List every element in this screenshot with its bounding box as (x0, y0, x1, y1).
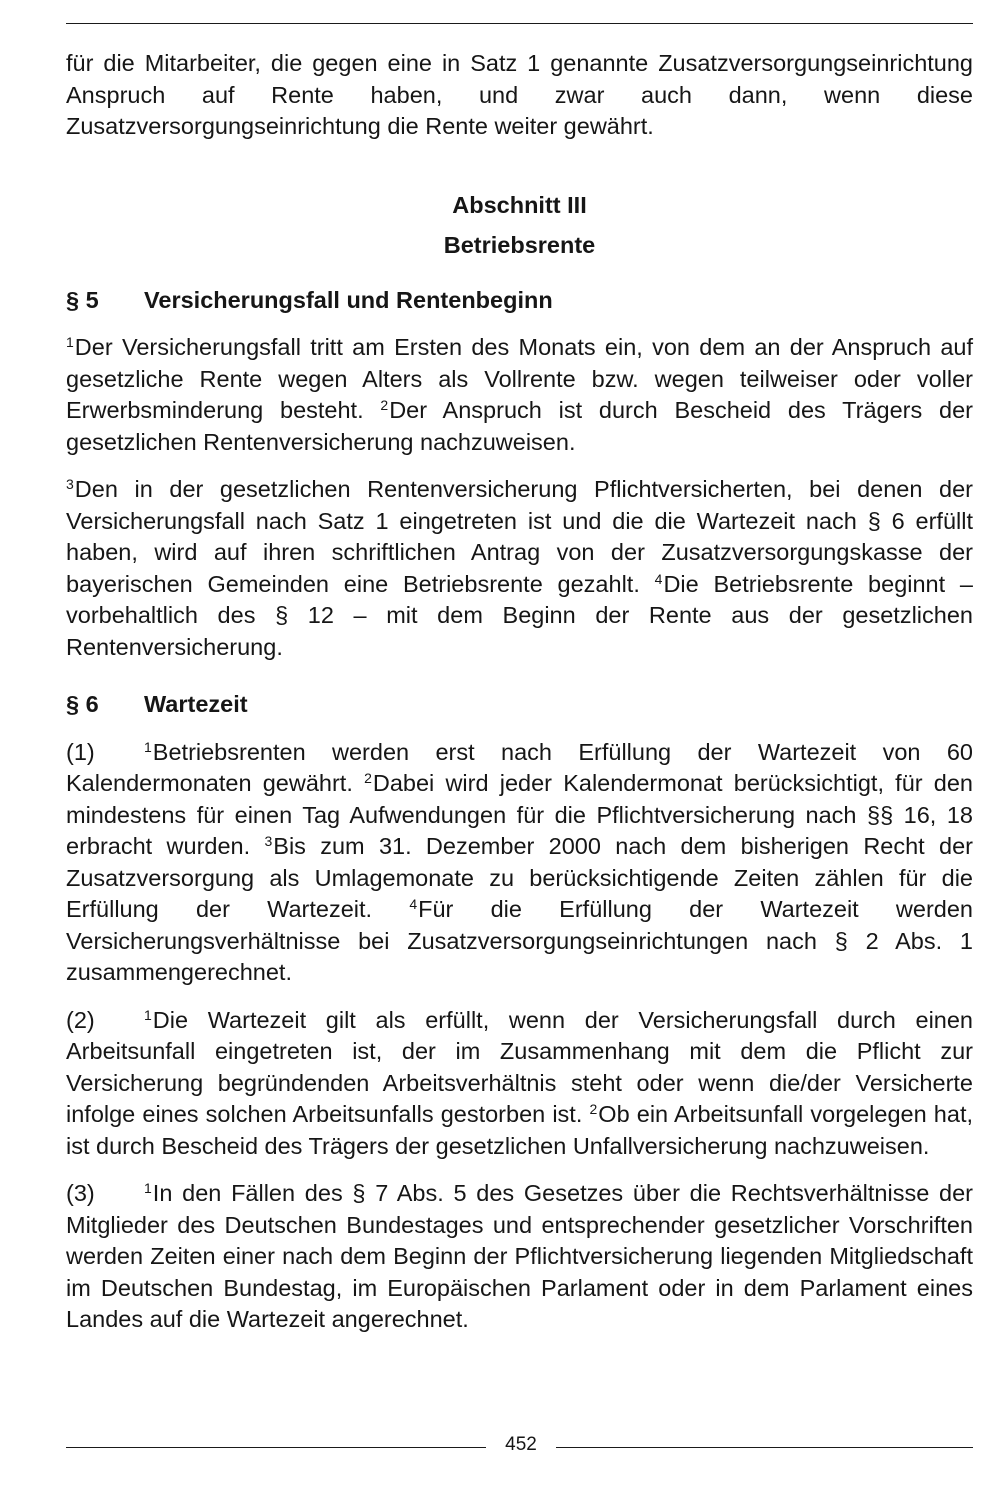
abs2-sentence-2: Ob ein Arbeitsunfall vorgelegen hat, ist durch Bescheid des Trägers der gesetzlichen Unfallversicherung nachzuweisen. (66, 1101, 973, 1159)
absatz-2 (66, 1005, 973, 1163)
footer-rule-right (556, 1447, 973, 1448)
section-heading (66, 185, 973, 265)
absatz-1-label: (1) (66, 738, 95, 765)
abs3-sentence-1: In den Fällen des § 7 Abs. 5 des Gesetzes über die Rechtsverhältnisse der Mitglieder des Deutschen Bundestages und entsprechender gesetzlicher Vorschriften werden Zeiten einer nach dem Beginn der Pflichtversicherung liegenden Mitgliedschaft im Deutschen Bundestag, im Europäischen Parlament oder in dem Parlament eines Landes auf die Wartezeit angerechnet. (66, 1180, 973, 1332)
abs1-sentence-3: Bis zum 31. Dezember 2000 nach dem bisherigen Recht der Zusatzversorgung als Umlagemonate zu berücksichtigende Zeiten zählen für die Erfüllung der Wartezeit. (66, 833, 973, 922)
paragraph-5-block-2 (66, 474, 973, 663)
paragraph-6-number: § 6 (66, 691, 99, 717)
p5-sentence-1: Der Versicherungsfall tritt am Ersten des Monats ein, von dem an der Anspruch auf gesetzliche Rente wegen Alters als Vollrente bzw. wegen teilweiser oder voller Erwerbsminderung besteht. (66, 334, 973, 423)
paragraph-5-heading (66, 285, 973, 317)
sentence-mark: 1 (144, 738, 152, 755)
sentence-mark: 3 (264, 833, 273, 849)
sentence-mark: 4 (409, 896, 418, 912)
sentence-mark: 1 (144, 1006, 152, 1023)
sentence-mark: 2 (589, 1101, 598, 1117)
section-subtitle: Betriebsrente (443, 231, 596, 258)
p5-sentence-4: Die Betriebsrente beginnt – vorbehaltlich des § 12 – mit dem Beginn der Rente aus der gesetzlichen Rentenversicherung. (66, 570, 974, 660)
sentence-mark: 4 (654, 570, 663, 587)
sentence-mark: 2 (364, 770, 372, 786)
abs1-sentence-4: Für die Erfüllung der Wartezeit werden Versicherungsverhältnisse bei Zusatzversorgungseinrichtungen nach § 2 Abs. 1 zusammengerechnet. (66, 896, 974, 985)
p5-sentence-3: Den in der gesetzlichen Rentenversicherung Pflichtversicherten, bei denen der Versicherungsfall nach Satz 1 eingetreten ist und die die Wartezeit nach § 6 erfüllt haben, wird auf ihren schriftlichen Antrag von der Zusatzversorgungskasse der bayerischen Gemeinden eine Betriebsrente gezahlt. (66, 476, 973, 597)
page-number: 452 (505, 1434, 537, 1455)
intro-text: für die Mitarbeiter, die gegen eine in Satz 1 genannte Zusatzversorgungseinrichtung Anspruch auf Rente haben, und zwar auch dann, wenn diese Zusatzversorgungseinrichtung die Rente weiter gewährt. (66, 50, 973, 139)
absatz-1 (66, 737, 973, 989)
top-rule (66, 23, 973, 24)
sentence-mark: 1 (144, 1180, 152, 1196)
absatz-3-label: (3) (66, 1180, 95, 1206)
abs1-sentence-1: Betriebsrenten werden erst nach Erfüllung der Wartezeit von 60 Kalendermonaten gewährt. (66, 738, 973, 796)
p5-sentence-2: Der Anspruch ist durch Bescheid des Trägers der gesetzlichen Rentenversicherung nachzuweisen. (66, 397, 973, 455)
sentence-mark: 3 (66, 476, 74, 492)
abs2-sentence-1: Die Wartezeit gilt als erfüllt, wenn der Versicherungsfall durch einen Arbeitsunfall eingetreten ist, der im Zusammenhang mit dem die Pflicht zur Versicherung begründenden Arbeitsverhältnis steht oder wenn die/der Versicherte infolge eines solchen Arbeitsunfalls gestorben ist. (66, 1006, 973, 1127)
absatz-3 (66, 1178, 973, 1336)
sentence-mark: 2 (380, 397, 389, 413)
page-body (66, 48, 973, 1336)
absatz-2-label: (2) (66, 1006, 95, 1033)
intro-paragraph (66, 48, 973, 143)
paragraph-5-number: § 5 (66, 286, 99, 313)
paragraph-5-block-1 (66, 332, 973, 458)
page-footer (66, 1432, 973, 1462)
paragraph-6-heading (66, 689, 973, 721)
sentence-mark: 1 (66, 334, 74, 350)
abs1-sentence-2: Dabei wird jeder Kalendermonat berücksichtigt, für den mindestens für einen Tag Aufwendungen für die Pflichtversicherung nach §§ 16, 18 erbracht wurden. (66, 770, 974, 859)
footer-rule-left (66, 1447, 486, 1448)
paragraph-5-title: Versicherungsfall und Rentenbeginn (144, 286, 553, 313)
section-title: Abschnitt III (452, 191, 587, 218)
paragraph-6-title: Wartezeit (144, 691, 248, 717)
